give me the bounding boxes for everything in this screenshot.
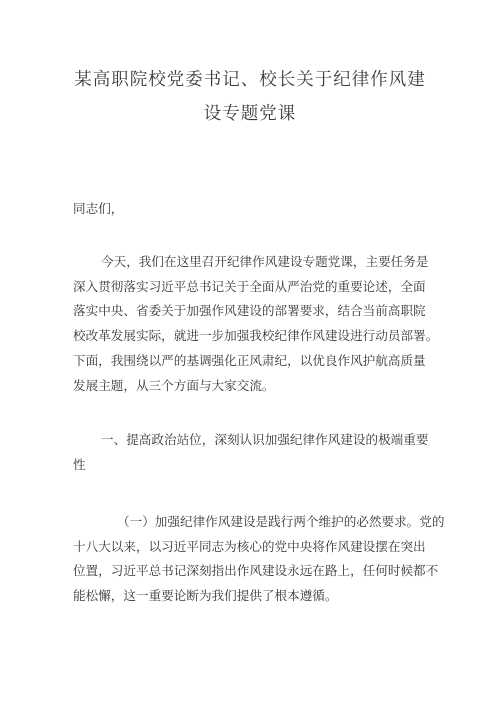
paragraph-line: （一）加强纪律作风建设是践行两个维护的必然要求。党的	[117, 514, 445, 529]
document-title-line-1: 某高职院校党委书记、校长关于纪律作风建	[74, 70, 426, 90]
salutation	[73, 197, 429, 222]
paragraph-line: 落实中央、省委关于加强作风建设的部署要求，结合当前高职院	[73, 303, 426, 319]
paragraph-line: 深入贯彻落实习近平总书记关于全面从严治党的重要论述，全面	[73, 278, 426, 294]
salutation-text: 同志们，	[73, 201, 124, 216]
intro-paragraph	[73, 250, 439, 398]
paragraph-line: 校改革发展实际，就进一步加强我校纪律作风建设进行动员部署。	[73, 328, 439, 344]
paragraph-line: 十八大以来，以习近平同志为核心的党中央将作风建设摆在突出	[73, 538, 426, 554]
document-title-line-2: 设专题党课	[203, 104, 297, 124]
subsection-paragraph-1	[73, 510, 445, 609]
paragraph-line: 下面，我围绕以严的基调强化正风肃纪，以优良作风护航高质量	[73, 352, 426, 368]
section-heading-1	[73, 428, 429, 477]
paragraph-line: 能松懈，这一重要论断为我们提供了根本遵循。	[73, 588, 338, 604]
heading-line: 一、提高政治站位，深刻认识加强纪律作风建设的极端重要	[101, 432, 429, 447]
paragraph-line: 位置，习近平总书记深刻指出作风建设永远在路上，任何时候都不	[73, 563, 439, 579]
paragraph-line: 今天，我们在这里召开纪律作风建设专题党课，主要任务是	[101, 254, 429, 269]
paragraph-line: 发展主题，从三个方面与大家交流。	[73, 377, 275, 393]
heading-line: 性	[73, 456, 86, 472]
